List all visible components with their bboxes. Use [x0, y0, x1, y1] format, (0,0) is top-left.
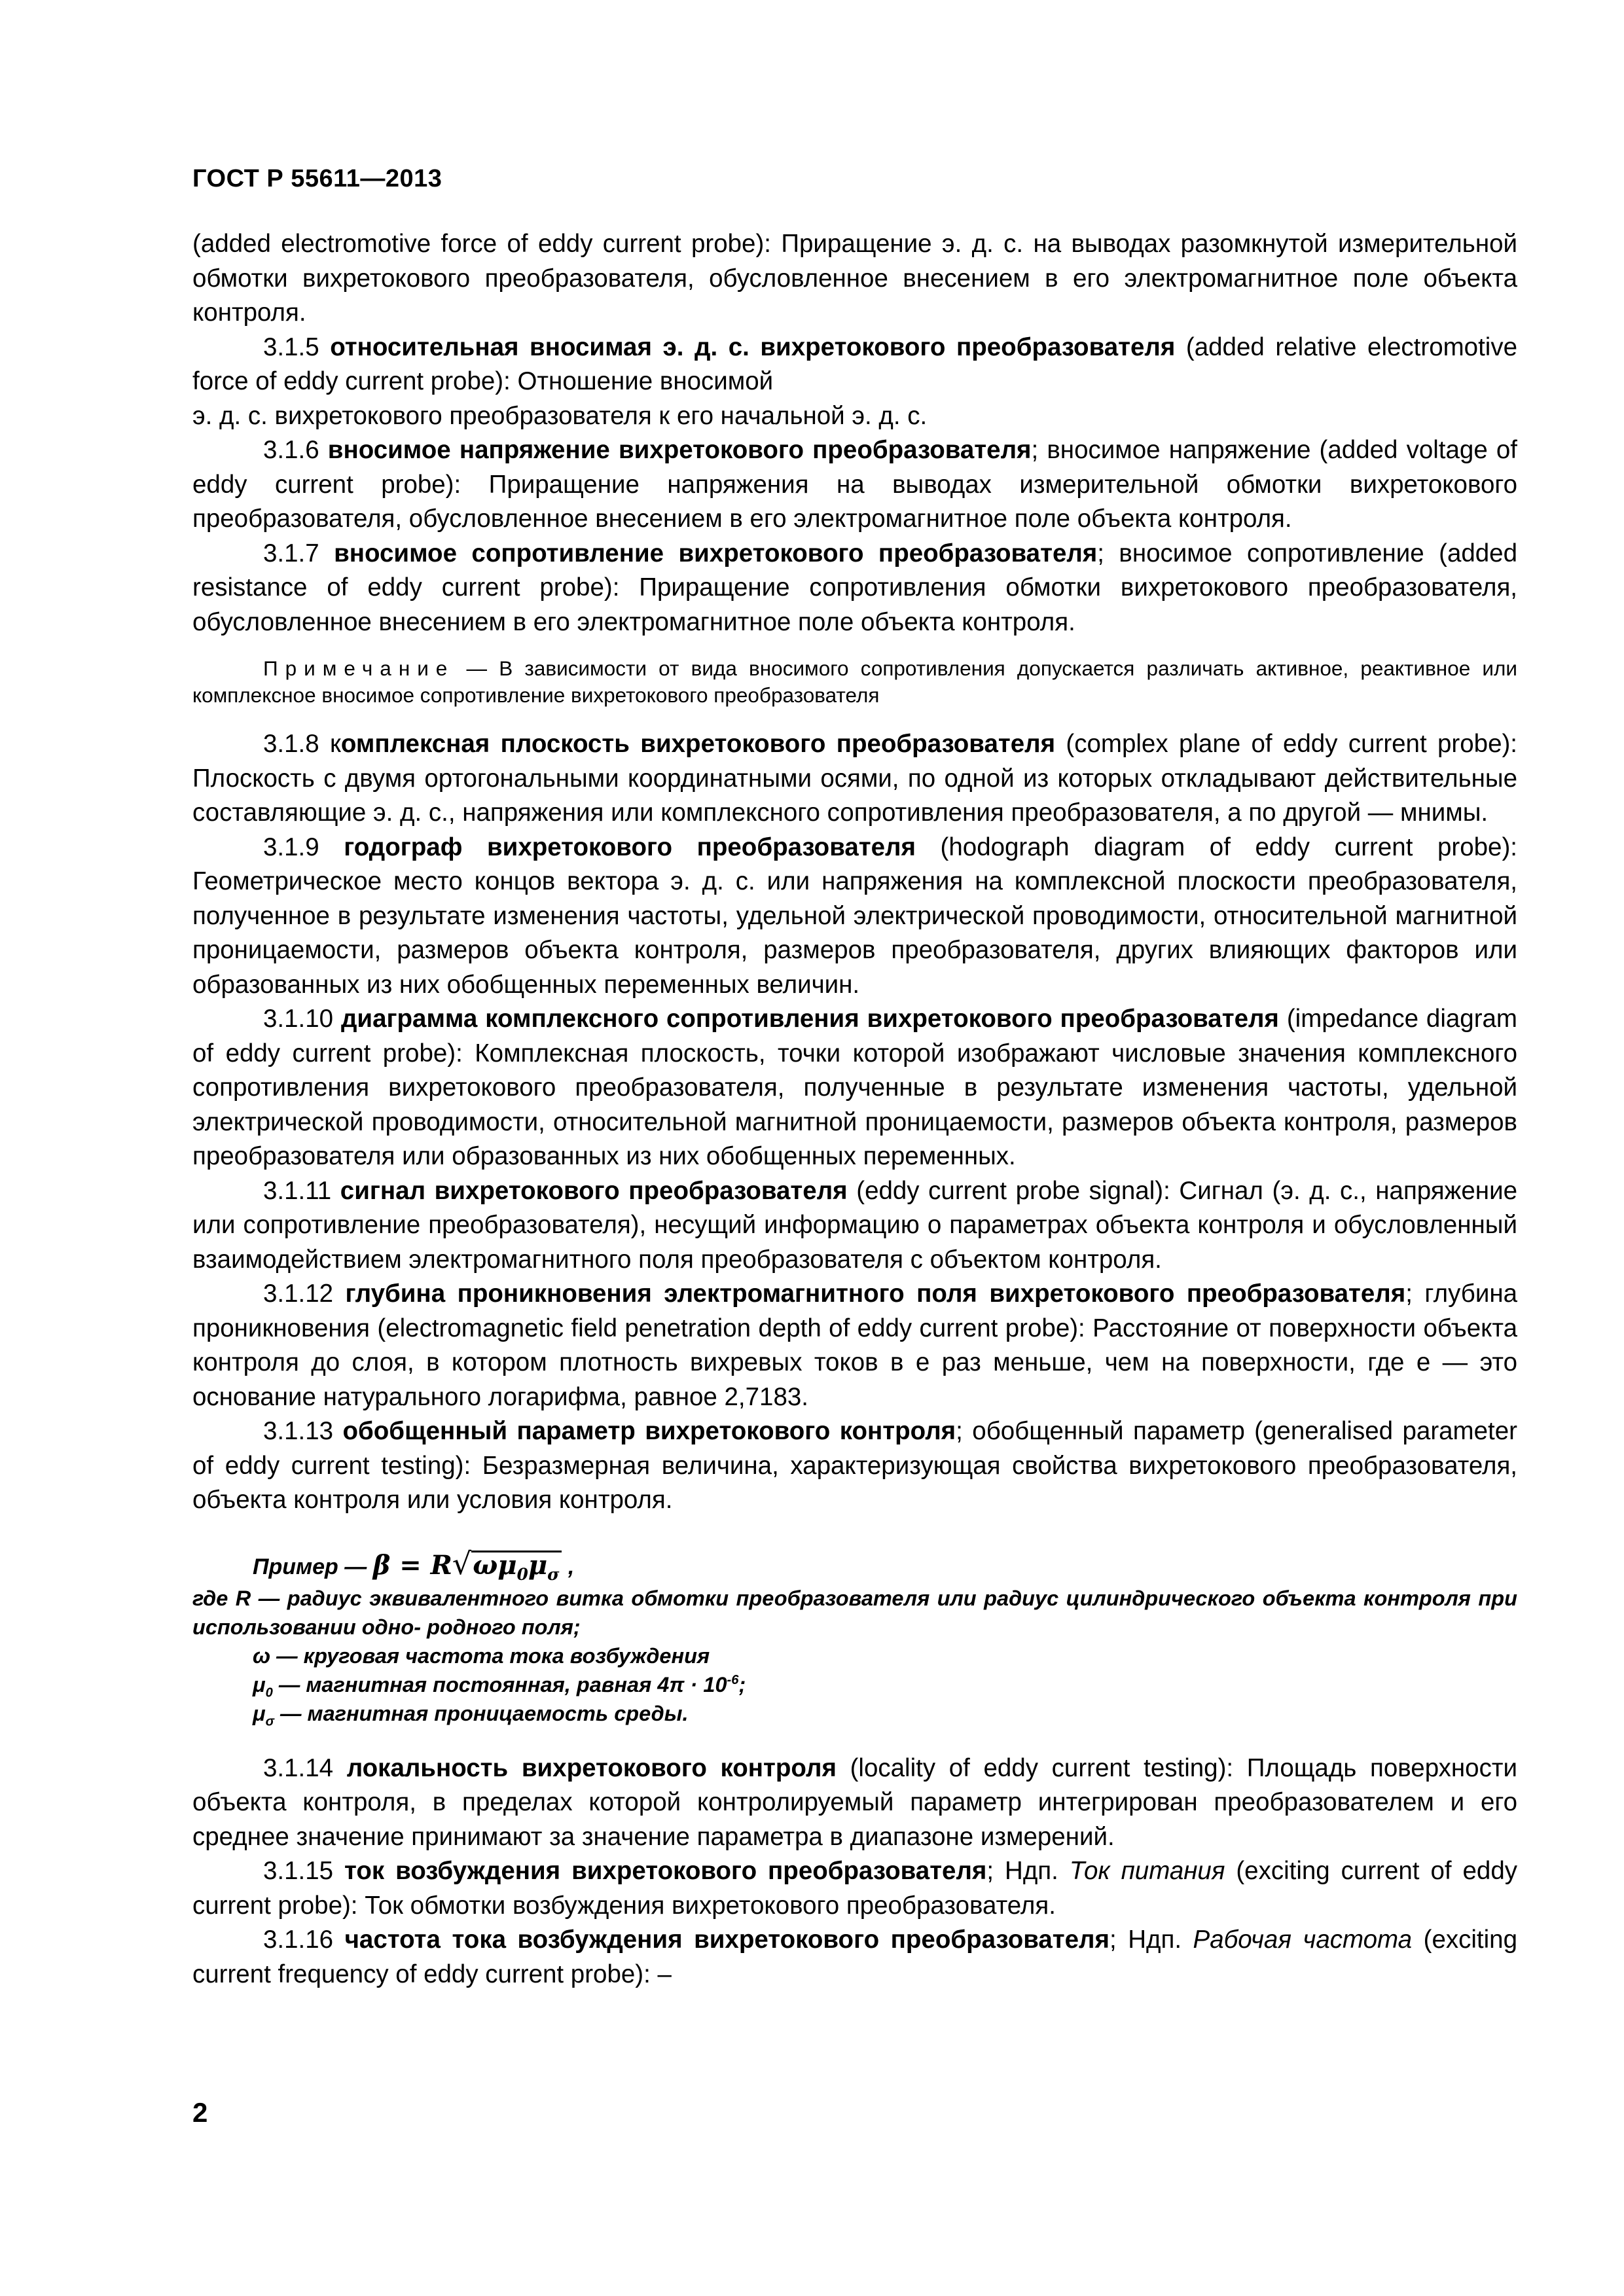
term-definition: (complex plane of eddy current probe): Плоскость с двумя ортогональными координатными осями, по одной из которых откладывают действительные составляющие э. д. с., напряжения или комплексного сопротивления преобразователя, а по другой — мнимы.	[192, 730, 1518, 827]
term-definition: ; вносимое сопротивление (added resistance of eddy current probe): Приращение сопротивления обмотки вихретокового преобразователя, обусловленное внесением в его электромагнитное поле объекта контроля.	[192, 539, 1518, 636]
term-3-1-15	[192, 1854, 1517, 1923]
term-number: 3.1.12	[263, 1280, 346, 1308]
term-number: 3.1.14	[263, 1753, 347, 1782]
term-3-1-12	[192, 1277, 1517, 1414]
term-title: диаграмма комплексного сопротивления вихретокового преобразователя	[340, 1005, 1279, 1033]
radical-sign: √	[452, 1545, 472, 1581]
note	[192, 655, 1517, 709]
formula-comma: ,	[562, 1554, 575, 1579]
mu0-exponent: -6	[727, 1672, 739, 1687]
note-label: Примечание	[263, 656, 455, 680]
term-definition: (locality of eddy current testing): Площадь поверхности объекта контроля, в пределах которой контролируемый параметр интегрирован преобразователем и его среднее значение принимают за значение параметра в диапазоне измерений.	[192, 1753, 1517, 1851]
term-ndp: ; Ндп.	[1109, 1926, 1193, 1954]
term-number: 3.1.9	[263, 833, 344, 861]
term-number: 3.1.16	[263, 1926, 345, 1954]
example-omega: ω — круговая частота тока возбуждения	[253, 1643, 710, 1668]
term-3-1-9	[192, 831, 1517, 1003]
term-deprecated: Ток питания	[1069, 1857, 1225, 1885]
term-ndp: ; Ндп.	[986, 1857, 1070, 1885]
example-block	[192, 1547, 1517, 1728]
term-3-1-6	[192, 433, 1517, 537]
term-definition: ; обобщенный параметр (generalised parameter of eddy current testing): Безразмерная величина, характеризующая свойства вихретокового преобразователя, объекта контроля или условия контроля.	[192, 1417, 1517, 1514]
term-definition: (exciting current frequency of eddy current probe): –	[192, 1926, 1517, 1988]
formula-radicand: $\omega\mu_0\mu_\sigma$	[471, 1551, 562, 1579]
example-where: где R — радиус эквивалентного витка обмотки преобразователя или радиус цилиндрического объекта контроля при использовании одно- родного поля;	[192, 1586, 1517, 1639]
paragraph-3-1-4-continuation: (added electromotive force of eddy current probe): Приращение э. д. с. на выводах разомкнутой измерительной обмотки вихретокового преобразователя, обусловленное внесением в его электромагнитное поле объекта контроля.	[192, 230, 1517, 327]
term-definition: ; глубина проникновения (electromagnetic field penetration depth of eddy current probe): Расстояние от поверхности объекта контроля до слоя, в котором плотность вихревых токов в е раз меньше, чем на поверхности, где е — это основание натурального логарифма, равное 2,7183.	[192, 1280, 1518, 1411]
term-3-1-5	[192, 331, 1517, 399]
term-title: вносимое сопротивление вихретокового преобразователя	[334, 539, 1098, 567]
example-mu0: $\mu_0$ — магнитная постоянная, равная $4\pi \cdot 10^{-6}$;	[253, 1672, 746, 1700]
term-3-1-16	[192, 1923, 1517, 1992]
term-3-1-14	[192, 1751, 1517, 1855]
term-title: вносимое напряжение вихретокового преобразователя	[327, 436, 1032, 464]
example-label: Пример —	[253, 1554, 373, 1579]
term-definition: (eddy current probe signal): Сигнал (э. д. с., напряжение или сопротивление преобразователя), несущий информацию о параметрах объекта контроля и обусловленный взаимодействием электромагнитного поля преобразователя с объектом контроля.	[192, 1176, 1517, 1274]
term-title: обобщенный параметр вихретокового контроля	[342, 1417, 956, 1445]
term-title: частота тока возбуждения вихретокового преобразователя	[344, 1926, 1110, 1954]
example-formula	[192, 1547, 1517, 1584]
term-title: ток возбуждения вихретокового преобразователя	[344, 1857, 987, 1885]
term-number: 3.1.8 к	[263, 730, 341, 758]
formula-lhs: β = R	[372, 1549, 452, 1581]
term-number: 3.1.13	[263, 1417, 343, 1445]
mus-text: — магнитная проницаемость среды.	[280, 1701, 689, 1725]
term-number: 3.1.11	[263, 1176, 340, 1205]
term-deprecated: Рабочая частота	[1193, 1926, 1413, 1954]
term-title: локальность вихретокового контроля	[346, 1753, 837, 1782]
term-number: 3.1.5	[263, 332, 331, 361]
term-definition: (added relative electromotive force of eddy current probe): Отношение вносимой	[192, 332, 1517, 395]
term-title: глубина проникновения электромагнитного поля вихретокового преобразователя	[345, 1280, 1406, 1308]
term-definition: (hodograph diagram of eddy current probe): Геометрическое место концов вектора э. д. с. или напряжения на комплексной плоскости преобразователя, полученное в результате изменения частоты, удельной электрической проводимости, относительной магнитной проницаемости, размеров объекта контроля, размеров преобразователя, других влияющих факторов или образованных из них обобщенных переменных величин.	[192, 833, 1517, 999]
term-3-1-10	[192, 1002, 1517, 1174]
term-title: сигнал вихретокового преобразователя	[340, 1176, 848, 1205]
term-definition: (exciting current of eddy current probe): Ток обмотки возбуждения вихретокового преобразователя.	[192, 1857, 1517, 1920]
term-number: 3.1.7	[263, 539, 334, 567]
note-text: — В зависимости от вида вносимого сопротивления допускается различать активное, реактивное или комплексное вносимое сопротивление вихретокового преобразователя	[192, 656, 1517, 707]
term-number: 3.1.15	[263, 1857, 344, 1885]
term-definition: ; вносимое напряжение (added voltage of eddy current probe): Приращение напряжения на выводах измерительной обмотки вихретокового преобразователя, обусловленное внесением в его электромагнитное поле объекта контроля.	[192, 436, 1518, 533]
radicand-text: ωμ	[473, 1549, 517, 1581]
term-title: относительная вносимая э. д. с. вихретокового преобразователя	[330, 332, 1176, 361]
term-3-1-13	[192, 1414, 1517, 1518]
term-title: омплексная плоскость вихретокового преобразователя	[340, 730, 1056, 758]
term-title: годограф вихретокового преобразователя	[344, 833, 916, 861]
page-number: 2	[192, 2097, 208, 2128]
term-3-1-11	[192, 1174, 1517, 1278]
term-definition: (impedance diagram of eddy current probe): Комплексная плоскость, точки которой изображают числовые значения комплексного сопротивления вихретокового преобразователя, полученные в результате изменения частоты, удельной электрической проводимости, относительной магнитной проницаемости, размеров объекта контроля, размеров преобразователя или образованных из них обобщенных переменных.	[192, 1005, 1517, 1170]
mu0-text: — магнитная постоянная, равная 4π · 10	[278, 1672, 727, 1696]
term-number: 3.1.10	[263, 1005, 341, 1033]
document-page	[192, 165, 1517, 1992]
term-3-1-5-line2: э. д. с. вихретокового преобразователя к его начальной э. д. с.	[192, 401, 928, 430]
term-number: 3.1.6	[263, 436, 328, 464]
term-3-1-8	[192, 727, 1517, 831]
example-mu-sigma: $\mu_\sigma$ — магнитная проницаемость среды.	[253, 1701, 689, 1729]
document-header: ГОСТ Р 55611—2013	[192, 165, 442, 192]
term-3-1-7	[192, 537, 1517, 640]
